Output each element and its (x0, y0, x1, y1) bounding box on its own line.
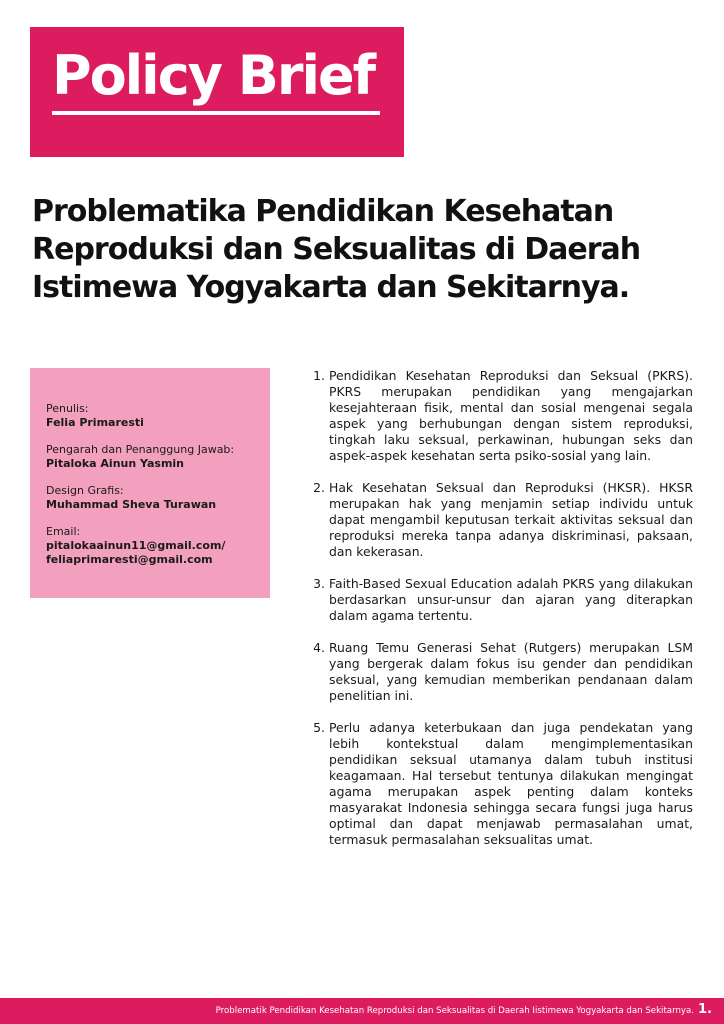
footer-text: Problematik Pendidikan Kesehatan Reproduksi dan Seksualitas di Daerah Iistimewa Yogyakarta dan Sekitarnya. (215, 1006, 694, 1016)
credit-label: Penulis: (46, 402, 89, 415)
list-text: Perlu adanya keterbukaan dan juga pendekatan yang lebih kontekstual dalam mengimplementasikan pendidikan seksual utamanya dalam tubuh institusi keagamaan. Hal tersebut tentunya dilakukan mengingat agama merupakan aspek penting dalam konteks masyarakat Indonesia sehingga secara fungsi juga harus optimal dan dapat menjawab permasalahan umat, termasuk permasalahan seksualitas umat. (329, 720, 693, 847)
list-item (305, 720, 693, 848)
credit-director (46, 443, 270, 471)
list-text: Ruang Temu Generasi Sehat (Rutgers) merupakan LSM yang bergerak dalam fokus isu gender dan pendidikan seksual, yang kemudian memberikan pendanaan dalam penelitian ini. (329, 640, 693, 703)
credits-box (30, 368, 270, 598)
page-number: 1. (698, 1002, 712, 1017)
document-title (32, 193, 682, 307)
list-text: Faith-Based Sexual Education adalah PKRS yang dilakukan berdasarkan unsur-unsur dan ajaran yang diterapkan dalam agama tertentu. (329, 576, 693, 623)
list-item (305, 640, 693, 704)
credit-value: Pitaloka Ainun Yasmin (46, 457, 185, 470)
title-line: Istimewa Yogyakarta dan Sekitarnya. (32, 270, 630, 305)
list-text: Hak Kesehatan Seksual dan Reproduksi (HKSR). HKSR merupakan hak yang menjamin setiap individu untuk dapat mengambil keputusan terkait aktivitas seksual dan reproduksi mereka tanpa adanya diskriminasi, paksaan, dan kekerasan. (329, 480, 693, 559)
credit-label: Design Grafis: (46, 484, 124, 497)
list-item (305, 576, 693, 624)
list-number: 5. (313, 720, 325, 735)
glossary-list (305, 368, 693, 864)
list-text: Pendidikan Kesehatan Reproduksi dan Seksual (PKRS). PKRS merupakan pendidikan yang mengajarkan kesejahteraan fisik, mental dan sosial mengenai segala aspek yang berhubungan dengan sistem reproduksi, tingkah laku seksual, perkawinan, hubungan seks dan aspek-aspek kesehatan serta psiko-sosial yang lain. (329, 368, 693, 463)
credit-design (46, 484, 270, 512)
list-number: 4. (313, 640, 325, 655)
list-number: 2. (313, 480, 325, 495)
list-item (305, 480, 693, 560)
credit-email (46, 525, 270, 567)
list-number: 3. (313, 576, 325, 591)
email-value: pitalokaainun11@gmail.com/ feliaprimaresti@gmail.com (46, 539, 226, 566)
title-line: Reproduksi dan Seksualitas di Daerah (32, 232, 641, 267)
credit-label: Email: (46, 525, 81, 538)
credit-value: Felia Primaresti (46, 416, 144, 429)
list-number: 1. (313, 368, 325, 383)
title-line: Problematika Pendidikan Kesehatan (32, 194, 614, 229)
policy-brief-banner (30, 27, 404, 157)
credit-author (46, 402, 270, 430)
footer-bar (0, 998, 724, 1024)
banner-title: Policy Brief (52, 44, 375, 107)
list-item (305, 368, 693, 464)
credit-value: Muhammad Sheva Turawan (46, 498, 217, 511)
banner-underline (52, 111, 380, 115)
credit-label: Pengarah dan Penanggung Jawab: (46, 443, 235, 456)
